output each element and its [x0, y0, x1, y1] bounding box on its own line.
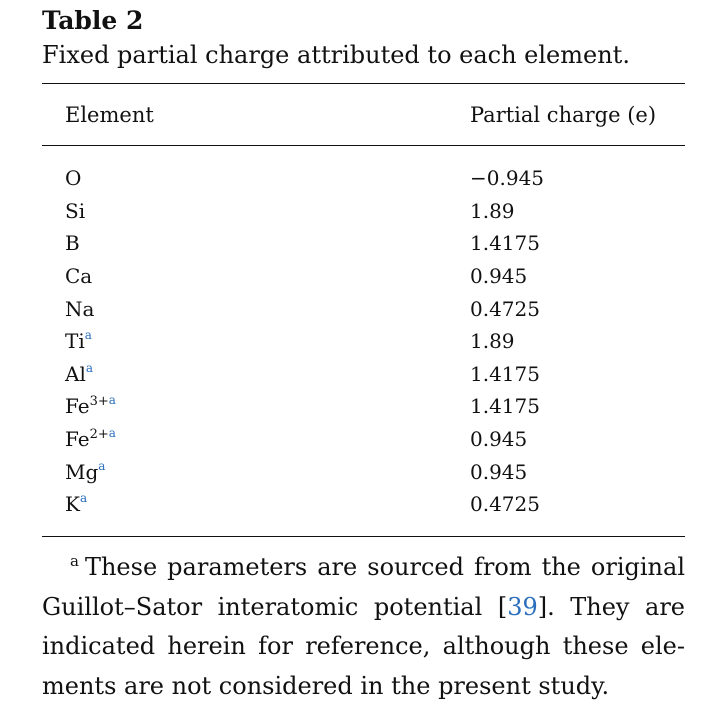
cell-element: O: [65, 166, 82, 191]
cell-partial-charge: 1.89: [470, 198, 515, 223]
table-header-row: [42, 84, 685, 145]
cell-element: Na: [65, 296, 95, 321]
table-row: [42, 227, 685, 260]
table-row: [42, 390, 685, 423]
table-row: [42, 423, 685, 456]
cell-partial-charge: −0.945: [470, 166, 545, 191]
table-caption: Fixed partial charge attributed to each element.: [42, 41, 630, 69]
cell-partial-charge: 1.4175: [470, 361, 540, 386]
cell-element: B: [65, 231, 80, 256]
table-row: [42, 260, 685, 293]
citation-link[interactable]: 39: [507, 592, 538, 621]
table-bottom-rule: [42, 536, 685, 537]
cell-element: Ti: [65, 329, 85, 354]
cell-partial-charge: 0.945: [470, 264, 528, 289]
cell-partial-charge: 1.4175: [470, 394, 540, 419]
cell-partial-charge: 0.945: [470, 427, 528, 452]
footnote-mark: a: [70, 552, 79, 570]
cell-element: Ca: [65, 264, 93, 289]
table-row: [42, 488, 685, 521]
table-body: [42, 146, 685, 536]
table-row: [42, 325, 685, 358]
table-row: [42, 455, 685, 488]
ion-charge-superscript: 2+: [89, 427, 109, 443]
footnote-link[interactable]: a: [98, 458, 106, 473]
cell-element: Al: [65, 361, 86, 386]
header-element: Element: [65, 102, 154, 127]
footnote-text-after: ]. They are indicated herein for reference, although these elements are not considered in the present study.: [42, 592, 686, 700]
table-footnote: [42, 548, 685, 706]
cell-element: Mg: [65, 459, 99, 484]
cell-element: K: [65, 492, 80, 517]
footnote-link[interactable]: a: [108, 393, 116, 408]
cell-element: Fe: [65, 394, 90, 419]
cell-partial-charge: 1.89: [470, 329, 515, 354]
cell-partial-charge: 0.945: [470, 459, 528, 484]
cell-element: Fe: [65, 427, 90, 452]
table-label: Table 2: [42, 6, 144, 35]
cell-element: Si: [65, 198, 86, 223]
footnote-text-before: These parameters are sourced from the original Guillot–Sator interatomic potential [: [42, 553, 685, 621]
cell-partial-charge: 1.4175: [470, 231, 540, 256]
header-partial-charge: Partial charge (e): [470, 102, 657, 127]
table-row: [42, 292, 685, 325]
table-row: [42, 162, 685, 195]
cell-partial-charge: 0.4725: [470, 492, 540, 517]
footnote-link[interactable]: a: [108, 426, 116, 441]
ion-charge-superscript: 3+: [89, 394, 109, 410]
table-row: [42, 195, 685, 228]
footnote-link[interactable]: a: [79, 491, 88, 506]
table-container: [42, 6, 685, 537]
footnote-link[interactable]: a: [85, 360, 93, 375]
table-row: [42, 358, 685, 391]
cell-partial-charge: 0.4725: [470, 296, 540, 321]
footnote-link[interactable]: a: [84, 328, 92, 343]
